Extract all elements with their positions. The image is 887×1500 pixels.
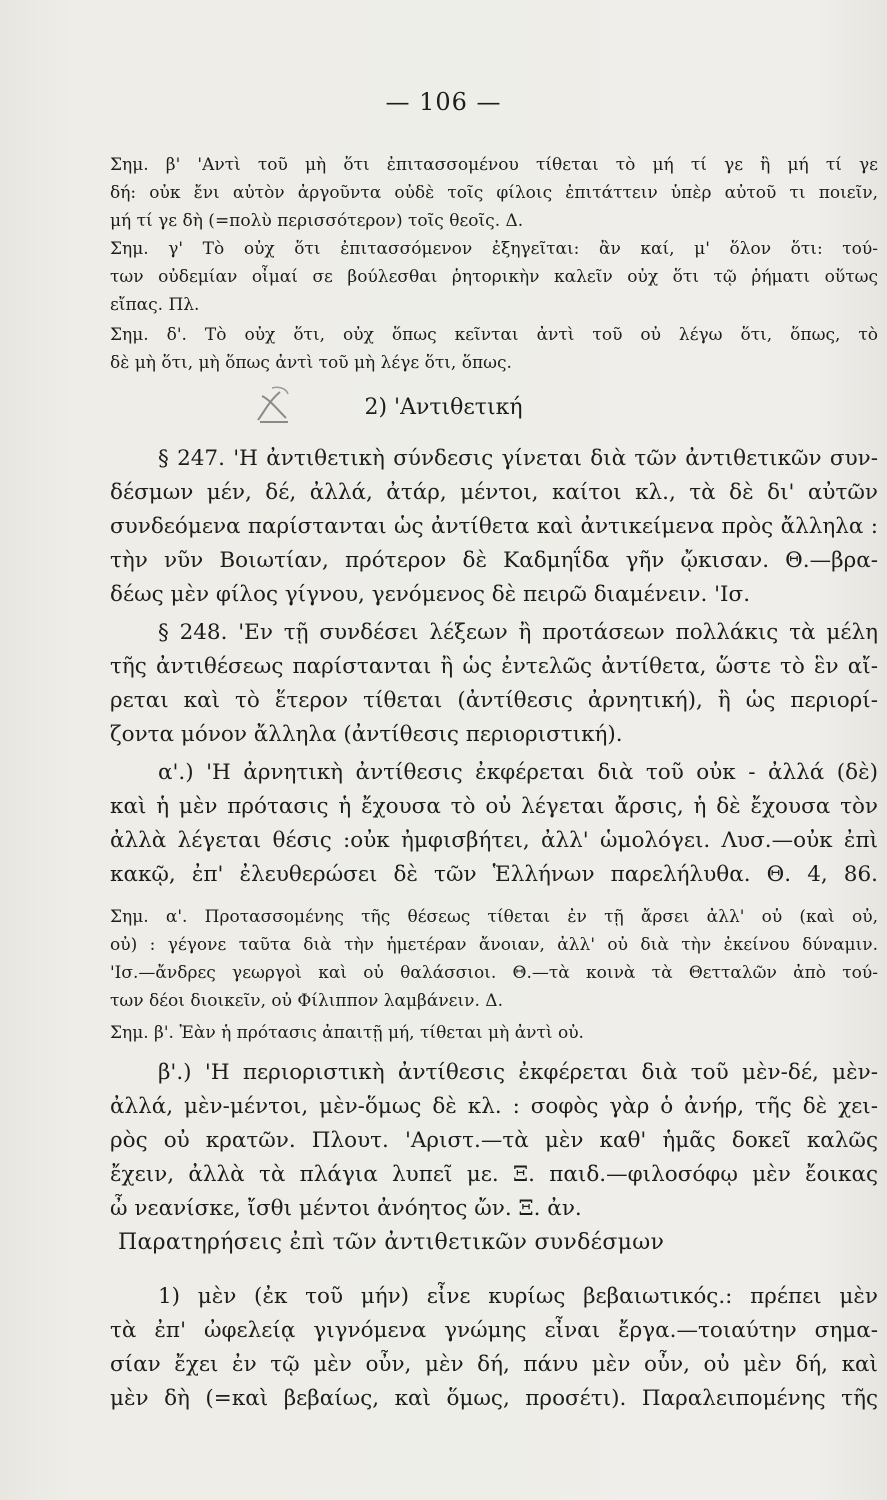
paragraph-line: ἔχειν, ἀλλὰ τὰ πλάγια λυπεῖ με. Ξ. παιδ.—φιλοσόφῳ μὲν ἔοικας	[110, 1162, 878, 1187]
paragraph-line: ζοντα μόνον ἄλληλα (ἀντίθεσις περιοριστική).	[110, 722, 623, 747]
paragraph-line: τῆς ἀντιθέσεως παρίστανται ἢ ὡς ἐντελῶς ἀντίθετα, ὥστε τὸ ἓν αἴ-	[110, 654, 878, 679]
note-line: 'Ισ.—ἄνδρες γεωργοὶ καὶ οὐ θαλάσσιοι. Θ.—τὰ κοινὰ τὰ Θετταλῶν ἀπὸ τού-	[110, 963, 878, 983]
page-number: — 106 —	[385, 88, 502, 116]
paragraph-line: § 248. 'Εν τῇ συνδέσει λέξεων ἢ προτάσεων πολλάκις τὰ μέλη	[158, 620, 878, 645]
paragraph-line: ἀλλὰ λέγεται θέσις :οὐκ ἠμφισβήτει, ἀλλ' ὡμολόγει. Λυσ.—οὐκ ἐπὶ	[110, 828, 878, 853]
note-line: οὐ) : γέγονε ταῦτα διὰ τὴν ἡμετέραν ἄνοιαν, ἀλλ' οὐ διὰ τὴν ἐκείνου δύναμιν.	[110, 935, 878, 955]
note-line: των δέοι διοικεῖν, οὐ Φίλιππον λαμβάνειν. Δ.	[110, 991, 503, 1011]
paragraph-line: ἀλλά, μὲν-μέντοι, μὲν-ὅμως δὲ κλ. : σοφὸς γὰρ ὁ ἀνήρ, τῆς δὲ χει-	[110, 1094, 878, 1119]
paragraph-line: δέως μὲν φίλος γίγνου, γενόμενος δὲ πειρῶ διαμένειν. 'Ισ.	[110, 582, 751, 607]
note-line: δή: οὐκ ἔνι αὐτὸν ἀργοῦντα οὐδὲ τοῖς φίλοις ἐπιτάττειν ὑπὲρ αὐτοῦ τι ποιεῖν,	[110, 183, 878, 203]
paragraph-line: ρὸς οὐ κρατῶν. Πλουτ. 'Αριστ.—τὰ μὲν καθ' ἡμᾶς δοκεῖ καλῶς	[110, 1128, 878, 1153]
paragraph-line: μὲν δὴ (=καὶ βεβαίως, καὶ ὅμως, προσέτι). Παραλειπομένης τῆς	[110, 1386, 878, 1411]
note-line: δὲ μὴ ὅτι, μὴ ὅπως ἀντὶ τοῦ μὴ λέγε ὅτι, ὅπως.	[110, 353, 512, 373]
paragraph-line: § 247. 'Η ἀντιθετικὴ σύνδεσις γίνεται διὰ τῶν ἀντιθετικῶν συν-	[158, 446, 878, 471]
paragraph-line: α'.) 'Η ἀρνητικὴ ἀντίθεσις ἐκφέρεται διὰ τοῦ οὐκ - ἀλλά (δὲ)	[158, 760, 878, 785]
paragraph-line: τὴν νῦν Βοιωτίαν, πρότερον δὲ Καδμηΐδα γῆν ᾤκισαν. Θ.—βρα-	[110, 548, 878, 573]
paragraph-line: β'.) 'Η περιοριστικὴ ἀντίθεσις ἐκφέρεται διὰ τοῦ μὲν-δέ, μὲν-	[158, 1060, 878, 1085]
paragraph-line: κακῷ, ἐπ' ἐλευθερώσει δὲ τῶν Ἑλλήνων παρελήλυθα. Θ. 4, 86.	[110, 862, 878, 887]
paragraph-line: συνδεόμενα παρίστανται ὡς ἀντίθετα καὶ ἀντικείμενα πρὸς ἄλληλα :	[110, 514, 878, 539]
note-line: εἴπας. Πλ.	[110, 295, 200, 315]
paragraph-line: 1) μὲν (ἐκ τοῦ μήν) εἶνε κυρίως βεβαιωτικός.: πρέπει μὲν	[158, 1284, 878, 1309]
section-heading: 2) 'Αντιθετική	[364, 395, 523, 420]
note-line: Σημ. β' 'Αντὶ τοῦ μὴ ὅτι ἐπιτασσομένου τίθεται τὸ μή τί γε ἢ μή τί γε	[110, 155, 878, 175]
note-line: Σημ. β'. Ἐὰν ἡ πρότασις ἀπαιτῇ μή, τίθεται μὴ ἀντὶ οὐ.	[110, 1023, 584, 1043]
paragraph-line: σίαν ἔχει ἐν τῷ μὲν οὖν, μὲν δή, πάνυ μὲν οὖν, οὐ μὲν δή, καὶ	[110, 1352, 878, 1377]
paragraph-line: δέσμων μέν, δέ, ἀλλά, ἀτάρ, μέντοι, καίτοι κλ., τὰ δὲ δι' αὐτῶν	[110, 480, 878, 505]
note-line: Σημ. δ'. Τὸ οὐχ ὅτι, οὐχ ὅπως κεῖνται ἀντὶ τοῦ οὐ λέγω ὅτι, ὅπως, τὸ	[110, 325, 878, 345]
note-line: Σημ. α'. Προτασσομένης τῆς θέσεως τίθεται ἐν τῇ ἄρσει ἀλλ' οὐ (καὶ οὐ,	[110, 907, 878, 927]
note-line: των οὐδεμίαν οἶμαί σε βούλεσθαι ῥητορικὴν καλεῖν οὐχ ὅτι τῷ ῥήματι οὕτως	[110, 267, 878, 287]
paragraph-line: τὰ ἐπ' ὠφελείᾳ γιγνόμενα γνώμης εἶναι ἔργα.—τοιαύτην σημα-	[110, 1318, 878, 1343]
paragraph-line: καὶ ἡ μὲν πρότασις ἡ ἔχουσα τὸ οὐ λέγεται ἄρσις, ἡ δὲ ἔχουσα τὸν	[110, 794, 878, 819]
paragraph-line: ρεται καὶ τὸ ἕτερον τίθεται (ἀντίθεσις ἀρνητική), ἢ ὡς περιορί-	[110, 688, 878, 713]
note-line: Σημ. γ' Τὸ οὐχ ὅτι ἐπιτασσόμενον ἐξηγεῖται: ἂν καί, μ' ὅλον ὅτι: τού-	[110, 239, 878, 259]
paragraph-line: ὦ νεανίσκε, ἴσθι μέντοι ἀνόητος ὤν. Ξ. ἀν.	[110, 1196, 582, 1221]
note-line: μή τί γε δὴ (=πολὺ περισσότερον) τοῖς θεοῖς. Δ.	[110, 211, 524, 231]
section-title: Παρατηρήσεις ἐπὶ τῶν ἀντιθετικῶν συνδέσμων	[118, 1230, 665, 1255]
